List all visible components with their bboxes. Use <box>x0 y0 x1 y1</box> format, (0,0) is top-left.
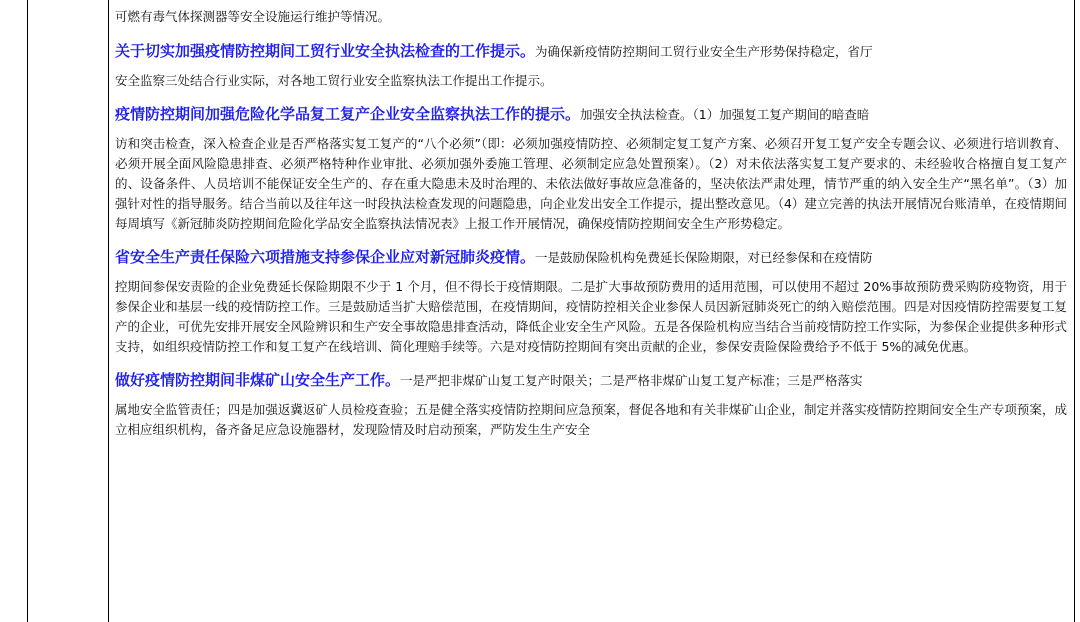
section-body: 安全监察三处结合行业实际，对各地工贸行业安全监察执法工作提出工作提示。 <box>115 73 553 88</box>
table-border-right <box>1074 0 1075 622</box>
section-body: 属地安全监管责任；四是加强返冀返矿人员检疫查验；五是健全落实疫情防控期间应急预案，督促各地和有关非煤矿山企业，制定并落实疫情防控期间安全生产专项预案，成立相应组织机构，备齐备足应急设施器材，发现险情及时启动预案，严防发生生产安全 <box>115 402 1067 437</box>
section-hazardous-chemicals <box>115 104 1067 234</box>
section-body: 访和突击检查，深入检查企业是否严格落实复工复产的“八个必须”（即：必须加强疫情防控、必须制定复工复产方案、必须召开复工复产安全专题会议、必须进行培训教育、必须开展全面风险隐患排查、必须严格特种作业审批、必须加强外委施工管理、必须制定应急处置预案）。（2）对未依法落实复工复产要求的、未经验收合格擅自复工复产的、设备条件、人员培训不能保证安全生产的、存在重大隐患未及时治理的、未依法做好事故应急准备的，坚决依法严肃处理，情节严重的纳入安全生产“黑名单”。（3）加强针对性的指导服务。结合当前以及往年这一时段执法检查发现的问题隐患，向企业发出安全工作提示，提出整改意见。（4）建立完善的执法开展情况台账清单，在疫情期间每周填写《新冠肺炎防控期间危险化学品安全监察执法情况表》上报工作开展情况，确保疫情防控期间安全生产形势稳定。 <box>115 136 1067 231</box>
section-non-coal-mines <box>115 370 1067 440</box>
table-column-divider <box>108 0 109 622</box>
table-border-left <box>27 0 28 622</box>
section-heading: 关于切实加强疫情防控期间工贸行业安全执法检查的工作提示。 <box>115 42 536 60</box>
section-insurance-measures <box>115 247 1067 357</box>
section-heading: 疫情防控期间加强危险化学品复工复产企业安全监察执法工作的提示。 <box>115 105 581 123</box>
section-heading: 做好疫情防控期间非煤矿山安全生产工作。 <box>115 371 401 389</box>
section-workplace-safety <box>115 41 1067 91</box>
section-first-line: 为确保新疫情防控期间工贸行业安全生产形势保持稳定，省厅 <box>535 44 873 59</box>
section-first-line: 一是严把非煤矿山复工复产时限关；二是严格非煤矿山复工复产标准；三是严格落实 <box>400 373 863 388</box>
section-first-line: 一是鼓励保险机构免费延长保险期限，对已经参保和在疫情防 <box>535 250 873 265</box>
intro-tail-text: 可燃有毒气体探测器等安全设施运行维护等情况。 <box>115 9 391 24</box>
section-first-line: 加强安全执法检查。（1）加强复工复产期间的暗查暗 <box>580 107 870 122</box>
section-body: 控期间参保安责险的企业免费延长保险期限不少于 1 个月，但不得长于疫情期限。二是扩大事故预防费用的适用范围，可以使用不超过 20%事故预防费采购防疫物资，用于参保企业和基层一线的疫情防控工作。三是鼓励适当扩大赔偿范围，在疫情期间，疫情防控相关企业参保人员因新冠肺炎死亡的纳入赔偿范围。四是对因疫情防控需要复工复产的企业，可优先安排开展安全风险辨识和生产安全事故隐患排查活动，降低企业安全生产风险。五是各保险机构应当结合当前疫情防控工作实际，为参保企业提供多种形式支持，如组织疫情防控工作和复工复产在线培训、简化理赔手续等。六是对疫情防控期间有突出贡献的企业，参保安责险保险费给予不低于 5%的减免优惠。 <box>115 279 1067 354</box>
table-content-cell <box>115 0 1067 440</box>
section-heading: 省安全生产责任保险六项措施支持参保企业应对新冠肺炎疫情。 <box>115 248 536 266</box>
